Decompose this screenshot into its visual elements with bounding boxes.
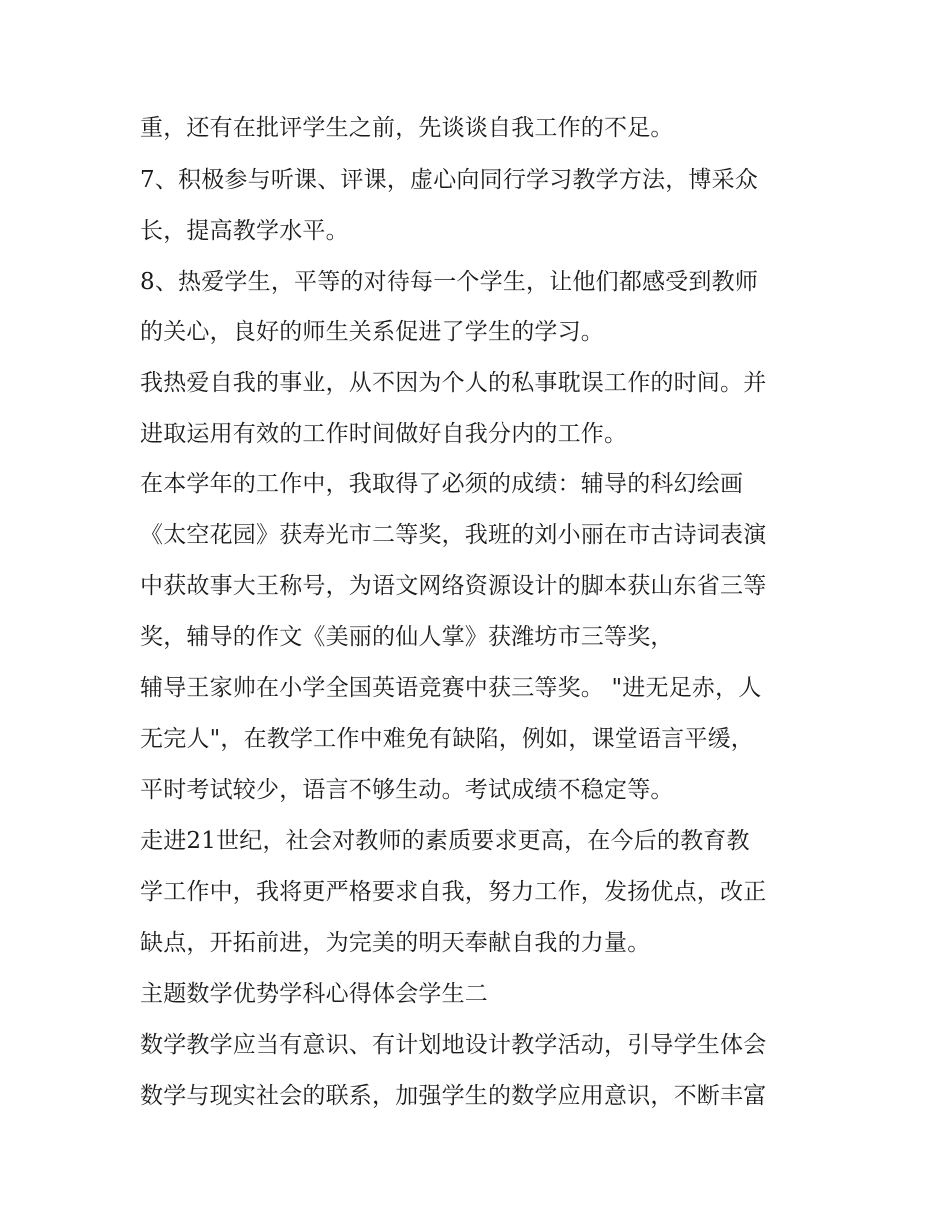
text-line: 8、热爱学生，平等的对待每一个学生，让他们都感受到教师 bbox=[140, 269, 759, 295]
text-line: 无完人"，在教学工作中难免有缺陷，例如，课堂语言平缓， bbox=[140, 726, 754, 752]
text-line: 我热爱自我的事业，从不因为个人的私事耽误工作的时间。并 bbox=[140, 370, 767, 396]
text-line: 平时考试较少，语言不够生动。考试成绩不稳定等。 bbox=[140, 777, 674, 803]
text-line: 数学与现实社会的联系，加强学生的数学应用意识，不断丰富 bbox=[140, 1083, 767, 1109]
text-line: 7、积极参与听课、评课，虚心向同行学习教学方法，博采众 bbox=[140, 167, 759, 193]
text-line: 奖，辅导的作文《美丽的仙人掌》获潍坊市三等奖， bbox=[140, 624, 674, 650]
text-line: 学工作中，我将更严格要求自我，努力工作，发扬优点，改正 bbox=[140, 879, 767, 905]
text-line: 《太空花园》获寿光市二等奖，我班的刘小丽在市古诗词表演 bbox=[140, 522, 767, 548]
text-line: 长，提高教学水平。 bbox=[140, 218, 349, 244]
text-line: 进取运用有效的工作时间做好自我分内的工作。 bbox=[140, 421, 628, 447]
text-line: 主题数学优势学科心得体会学生二 bbox=[140, 981, 488, 1007]
text-line: 的关心，良好的师生关系促进了学生的学习。 bbox=[140, 319, 604, 345]
text-line: 缺点，开拓前进，为完美的明天奉献自我的力量。 bbox=[140, 930, 651, 956]
text-line: 在本学年的工作中，我取得了必须的成绩：辅导的科幻绘画 bbox=[140, 471, 744, 497]
text-line: 数学教学应当有意识、有计划地设计教学活动，引导学生体会 bbox=[140, 1032, 767, 1058]
text-line: 辅导王家帅在小学全国英语竞赛中获三等奖。 "进无足赤，人 bbox=[140, 675, 762, 701]
text-line: 重，还有在批评学生之前，先谈谈自我工作的不足。 bbox=[140, 115, 674, 141]
text-line: 走进21世纪，社会对教师的素质要求更高，在今后的教育教 bbox=[140, 828, 750, 854]
text-line: 中获故事大王称号，为语文网络资源设计的脚本获山东省三等 bbox=[140, 573, 767, 599]
